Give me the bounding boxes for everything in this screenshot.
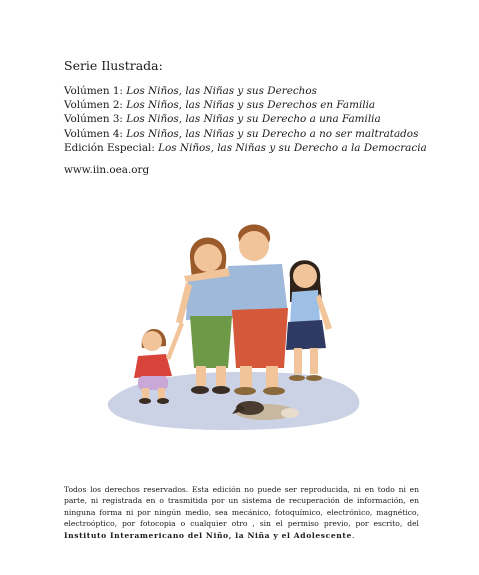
- mother-figure: [176, 237, 234, 394]
- volume-item: [64, 98, 427, 112]
- series-heading: Serie Ilustrada:: [64, 58, 163, 73]
- volume-label: Volúmen 1:: [64, 85, 127, 97]
- volume-title: Los Niños, las Niñas y sus Derechos: [126, 85, 317, 97]
- family-illustration: [100, 218, 365, 436]
- volume-label: Volúmen 4:: [64, 127, 127, 140]
- rights-text: Todos los derechos reservados. Esta edición no puede ser reproducida, ni en todo ni en parte, ni registrada en o trasmitida por un sistema de recuperación de información, en ninguna forma ni por ningún medio, sea mecánico, fotoquímico, electrónico, magnético, electroóptico, por fotocopia o cualquier otro , sin el permiso previo, por escrito, del: [64, 484, 419, 529]
- volume-title: Los Niños, las Niñas y su Derecho a la Democracia: [158, 141, 427, 154]
- volume-title: Los Niños, las Niñas y su Derecho a una Familia: [126, 113, 381, 126]
- volume-label: Volúmen 2:: [64, 99, 127, 112]
- volume-title: Los Niños, las Niñas y sus Derechos en Familia: [126, 99, 376, 112]
- volume-item: [64, 84, 427, 98]
- institution-name: Instituto Interamericano del Niño, la Niña y el Adolescente: [64, 530, 352, 540]
- volume-label: Edición Especial:: [64, 141, 159, 154]
- rights-end: .: [351, 530, 355, 540]
- volume-item: [64, 141, 427, 155]
- volume-item: [64, 127, 427, 141]
- website-url: www.iin.oea.org: [64, 164, 150, 176]
- copyright-notice: [64, 484, 419, 542]
- volume-list: [64, 84, 427, 155]
- volume-title: Los Niños, las Niñas y su Derecho a no ser maltratados: [126, 127, 419, 140]
- volume-item: [64, 112, 427, 126]
- older-girl-figure: [286, 260, 332, 381]
- volume-label: Volúmen 3:: [64, 113, 127, 126]
